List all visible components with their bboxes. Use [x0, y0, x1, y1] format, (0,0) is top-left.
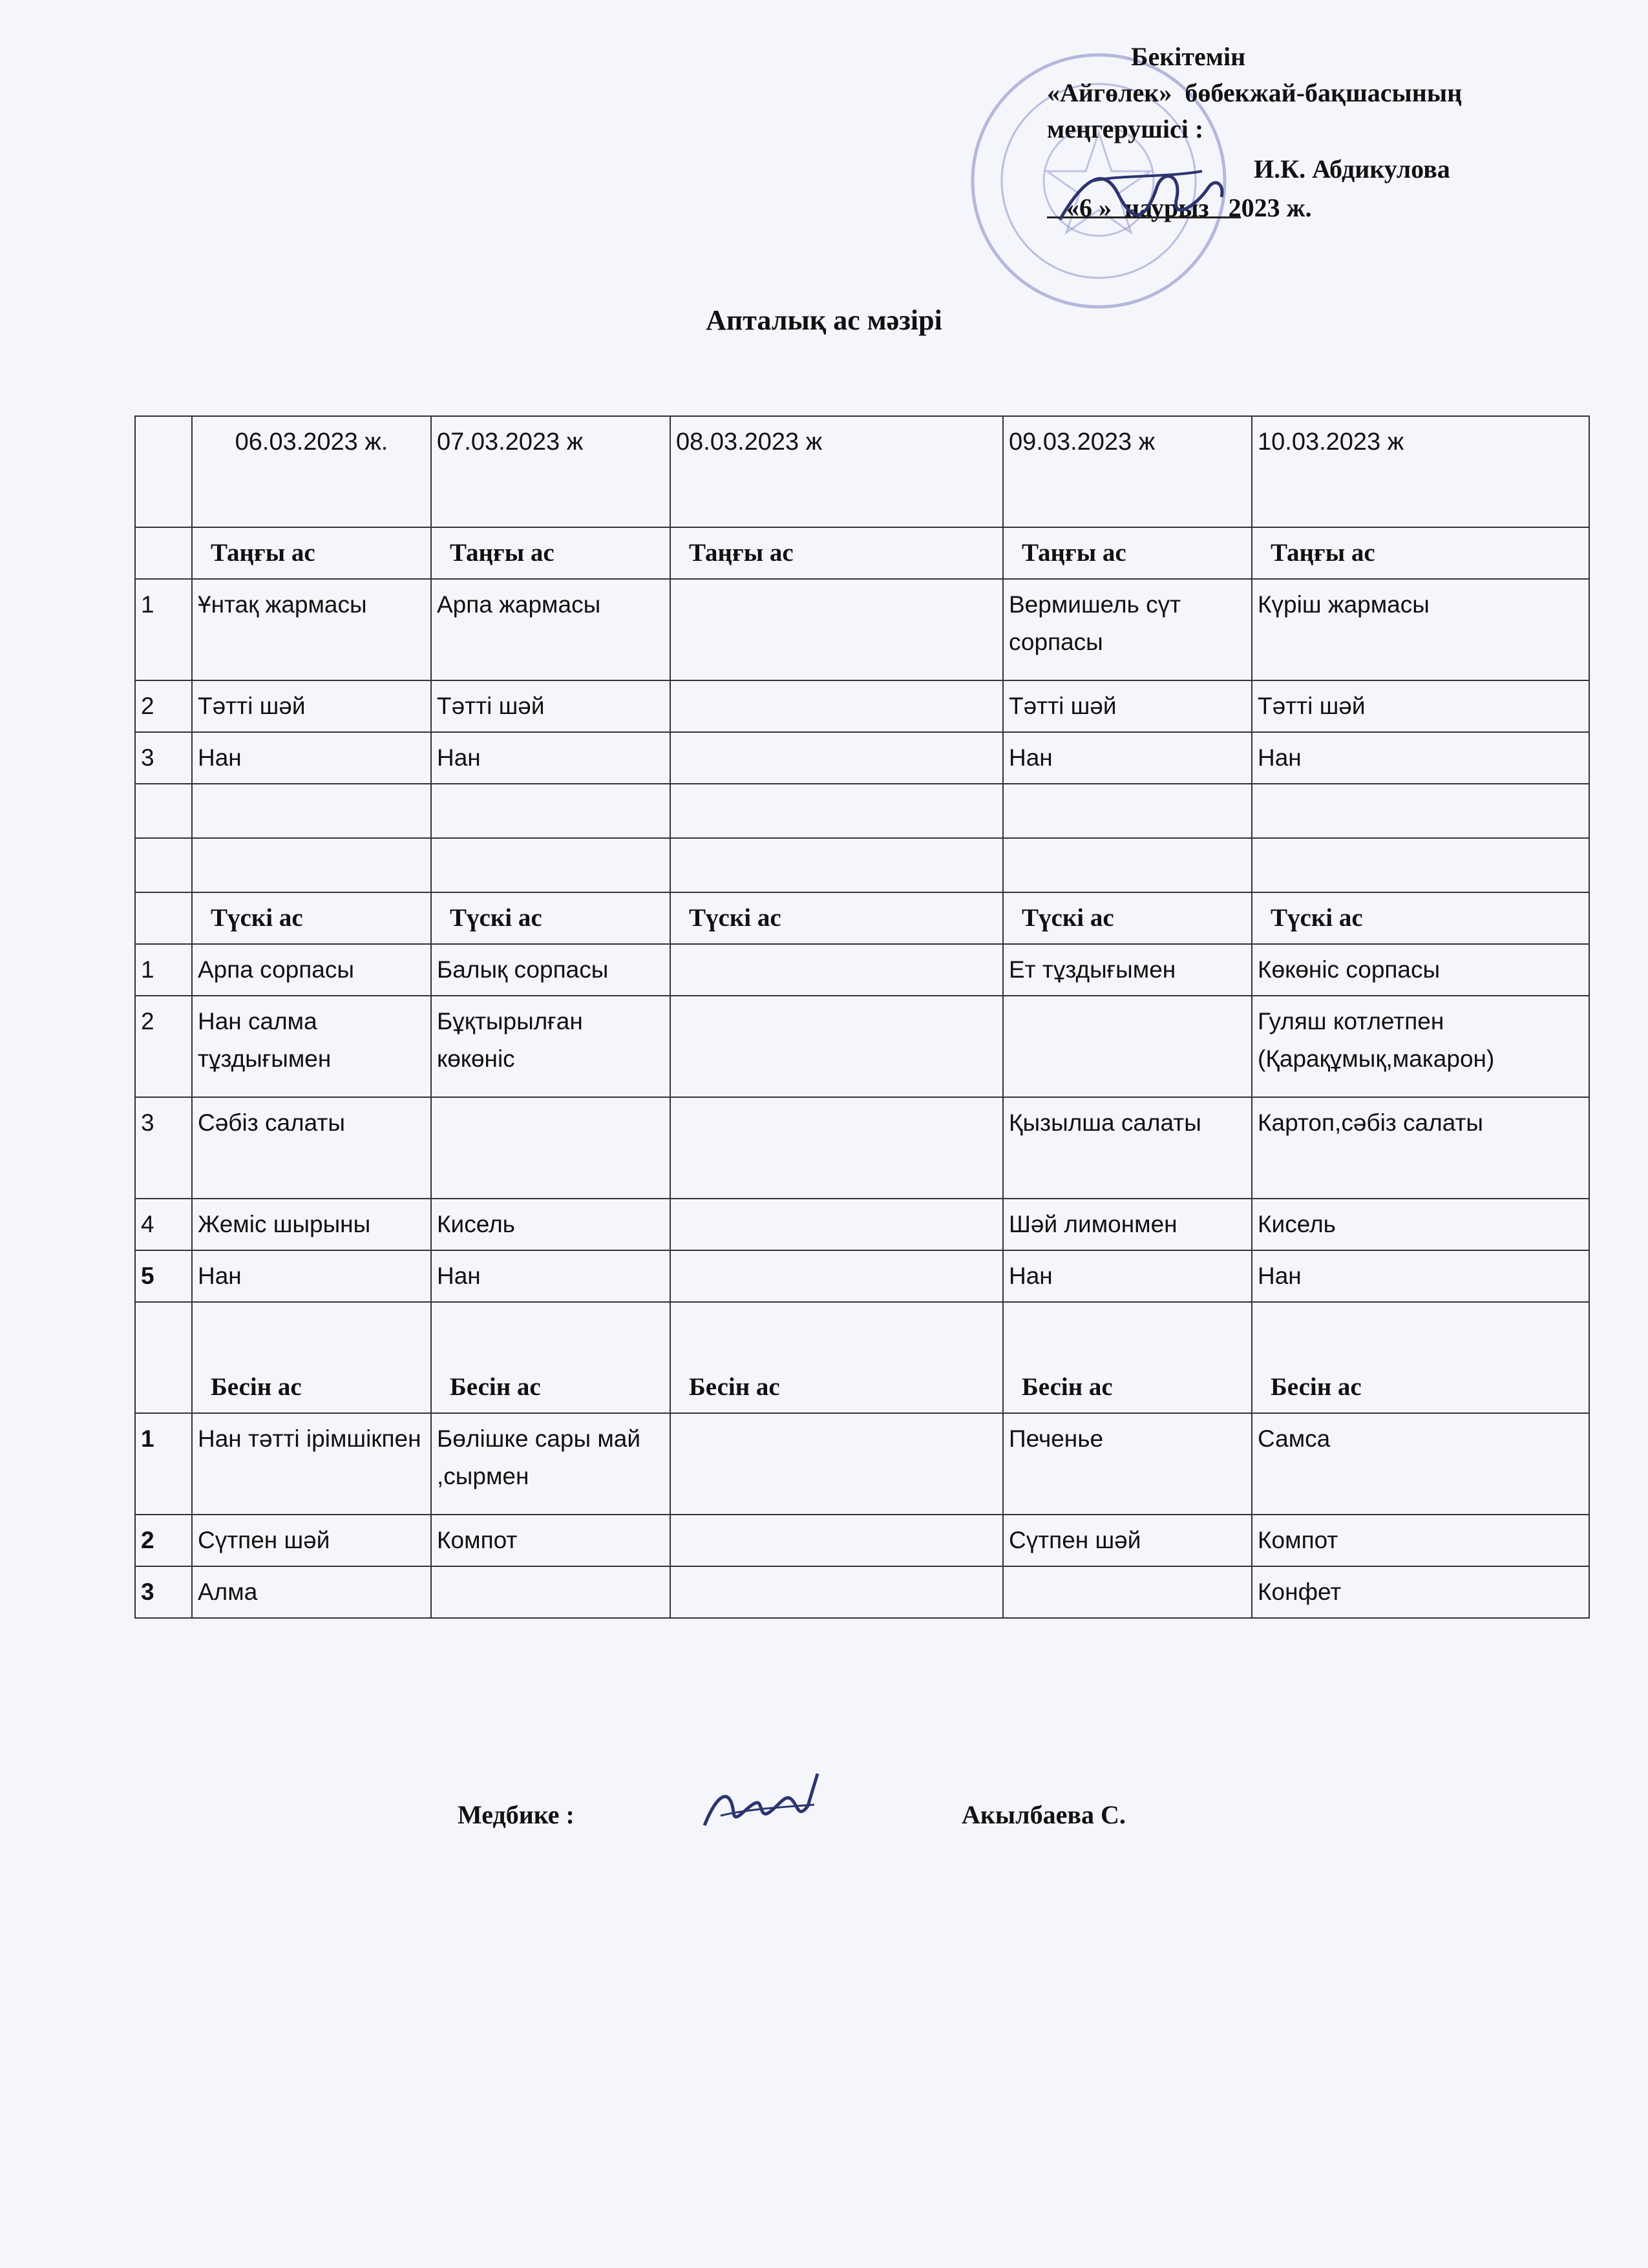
date-cell: 07.03.2023 ж	[431, 416, 670, 527]
menu-cell: Қызылша салаты	[1003, 1097, 1252, 1199]
approval-position: меңгерушісі :	[1047, 114, 1204, 143]
section-number-cell	[135, 1302, 192, 1413]
menu-cell	[1003, 1566, 1252, 1618]
menu-cell: Шәй лимонмен	[1003, 1199, 1252, 1250]
table-row	[135, 1199, 1589, 1250]
dates-row	[135, 416, 1589, 527]
menu-cell	[670, 1413, 1003, 1515]
menu-cell: Кисель	[431, 1199, 670, 1250]
menu-cell: Тәтті шәй	[431, 680, 670, 732]
row-number: 3	[135, 1566, 192, 1618]
section-label: Таңғы ас	[192, 527, 431, 579]
menu-cell: Көкөніс сорпасы	[1252, 944, 1589, 996]
menu-cell: Алма	[192, 1566, 431, 1618]
director-signature	[1047, 149, 1241, 246]
date-cell: 08.03.2023 ж	[670, 416, 1003, 527]
table-row	[135, 579, 1589, 680]
section-number-cell	[135, 527, 192, 579]
nurse-signature	[695, 1767, 824, 1838]
table-row	[135, 1413, 1589, 1515]
row-number: 1	[135, 579, 192, 680]
menu-cell: Нан салма тұздығымен	[192, 996, 431, 1097]
menu-cell: Сүтпен шәй	[1003, 1515, 1252, 1566]
row-number: 4	[135, 1199, 192, 1250]
section-label: Түскі ас	[192, 892, 431, 944]
menu-cell: Нан	[1252, 1250, 1589, 1302]
row-number: 5	[135, 1250, 192, 1302]
date-cell: 10.03.2023 ж	[1252, 416, 1589, 527]
menu-cell: Тәтті шәй	[192, 680, 431, 732]
menu-cell: Нан	[1003, 732, 1252, 784]
date-cell: 09.03.2023 ж	[1003, 416, 1252, 527]
row-number: 2	[135, 1515, 192, 1566]
section-label: Түскі ас	[670, 892, 1003, 944]
menu-cell: Нан	[431, 732, 670, 784]
date-cell: 06.03.2023 ж.	[192, 416, 431, 527]
menu-cell: Күріш жармасы	[1252, 579, 1589, 680]
menu-cell: Балық сорпасы	[431, 944, 670, 996]
menu-cell: Компот	[1252, 1515, 1589, 1566]
menu-cell: Сәбіз салаты	[192, 1097, 431, 1199]
menu-cell: Арпа сорпасы	[192, 944, 431, 996]
section-label: Түскі ас	[1252, 892, 1589, 944]
table-row	[135, 996, 1589, 1097]
menu-cell: Ұнтақ жармасы	[192, 579, 431, 680]
menu-cell: Арпа жармасы	[431, 579, 670, 680]
section-label: Бесін ас	[1003, 1302, 1252, 1413]
menu-cell: Бөлішке сары май ,сырмен	[431, 1413, 670, 1515]
row-number: 1	[135, 944, 192, 996]
menu-cell	[670, 1199, 1003, 1250]
weekly-menu-table	[134, 415, 1590, 1619]
snack-header-row	[135, 1302, 1589, 1413]
table-row	[135, 732, 1589, 784]
nurse-name: Акылбаева С.	[962, 1800, 1126, 1829]
row-number: 3	[135, 732, 192, 784]
menu-cell	[670, 732, 1003, 784]
empty-row	[135, 784, 1589, 838]
menu-cell: Нан	[1003, 1250, 1252, 1302]
row-number: 1	[135, 1413, 192, 1515]
row-number: 2	[135, 996, 192, 1097]
section-label: Бесін ас	[1252, 1302, 1589, 1413]
menu-cell	[670, 996, 1003, 1097]
menu-cell: Самса	[1252, 1413, 1589, 1515]
section-label: Таңғы ас	[670, 527, 1003, 579]
table-row	[135, 944, 1589, 996]
section-label: Түскі ас	[1003, 892, 1252, 944]
menu-cell	[431, 1566, 670, 1618]
menu-cell: Нан	[431, 1250, 670, 1302]
row-number: 3	[135, 1097, 192, 1199]
lunch-header-row	[135, 892, 1589, 944]
section-label: Бесін ас	[670, 1302, 1003, 1413]
menu-cell	[670, 1566, 1003, 1618]
menu-cell: Бұқтырылған көкөніс	[431, 996, 670, 1097]
approval-organization: «Айгөлек» бөбекжай-бақшасының	[1047, 78, 1463, 107]
menu-cell: Тәтті шәй	[1003, 680, 1252, 732]
section-label: Таңғы ас	[1252, 527, 1589, 579]
section-label: Бесін ас	[192, 1302, 431, 1413]
menu-cell: Компот	[431, 1515, 670, 1566]
row-number: 2	[135, 680, 192, 732]
section-number-cell	[135, 892, 192, 944]
menu-cell: Нан	[192, 1250, 431, 1302]
menu-cell	[670, 1250, 1003, 1302]
breakfast-header-row	[135, 527, 1589, 579]
menu-cell	[431, 1097, 670, 1199]
section-label: Бесін ас	[431, 1302, 670, 1413]
menu-cell	[1003, 996, 1252, 1097]
table-row	[135, 1515, 1589, 1566]
menu-cell: Конфет	[1252, 1566, 1589, 1618]
nurse-label: Медбике :	[458, 1800, 575, 1829]
menu-cell: Жеміс шырыны	[192, 1199, 431, 1250]
page-title: Апталық ас мәзірі	[706, 304, 942, 336]
table-row	[135, 1566, 1589, 1618]
menu-cell	[670, 944, 1003, 996]
approval-date: «6 » наурыз 2023 ж.	[1066, 193, 1312, 222]
section-label: Таңғы ас	[1003, 527, 1252, 579]
table-row	[135, 680, 1589, 732]
menu-cell	[670, 579, 1003, 680]
menu-cell: Сүтпен шәй	[192, 1515, 431, 1566]
empty-row	[135, 838, 1589, 892]
menu-cell: Нан	[192, 732, 431, 784]
menu-cell	[670, 680, 1003, 732]
menu-cell: Картоп,сәбіз салаты	[1252, 1097, 1589, 1199]
table-row	[135, 1097, 1589, 1199]
menu-cell: Нан	[1252, 732, 1589, 784]
corner-cell	[135, 416, 192, 527]
section-label: Таңғы ас	[431, 527, 670, 579]
menu-cell	[670, 1515, 1003, 1566]
menu-cell: Гуляш котлетпен (Қарақұмық,макарон)	[1252, 996, 1589, 1097]
approval-heading: Бекітемін	[1131, 42, 1246, 71]
menu-cell: Кисель	[1252, 1199, 1589, 1250]
table-row	[135, 1250, 1589, 1302]
menu-cell: Печенье	[1003, 1413, 1252, 1515]
menu-cell: Вермишель сүт сорпасы	[1003, 579, 1252, 680]
menu-cell	[670, 1097, 1003, 1199]
menu-cell: Тәтті шәй	[1252, 680, 1589, 732]
section-label: Түскі ас	[431, 892, 670, 944]
menu-cell: Ет тұздығымен	[1003, 944, 1252, 996]
menu-cell: Нан тәтті ірімшікпен	[192, 1413, 431, 1515]
approval-director-name: И.К. Абдикулова	[1254, 154, 1450, 184]
